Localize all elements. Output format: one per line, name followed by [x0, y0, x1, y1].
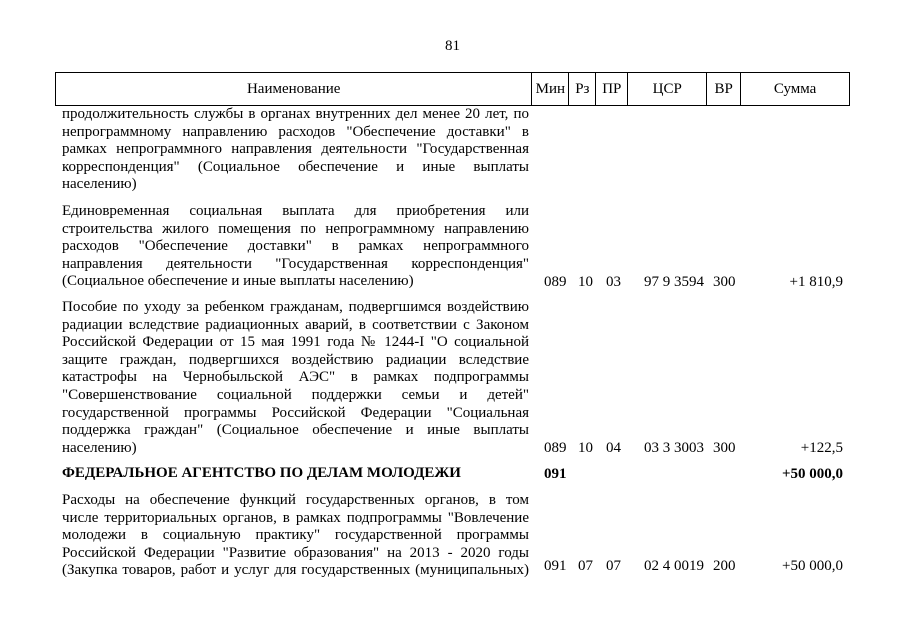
- cell-vr: 300: [713, 274, 736, 290]
- cell-vr: 300: [713, 440, 736, 456]
- header-name: Наименование: [56, 73, 532, 105]
- cell-min: 091: [544, 558, 567, 574]
- row-line: государственной программы Российской Федерации "Социальная: [62, 404, 529, 421]
- cell-vr: 200: [713, 558, 736, 574]
- row-line: (Закупка товаров, работ и услуг для государственных (муниципальных): [62, 562, 529, 579]
- row-line: радиации вследствие радиационных аварий, в соответствии с Законом: [62, 316, 529, 333]
- cell-rz: 07: [578, 558, 593, 574]
- cell-min: 089: [544, 274, 567, 290]
- row-codes: [55, 439, 850, 457]
- row-line: Российской Федерации от 15 мая 1991 года № 1244-I "О социальной: [62, 334, 529, 351]
- row-line: Единовременная социальная выплата для приобретения или: [62, 203, 529, 219]
- row-line: молодежи в социальную практику" государственной программы: [62, 527, 529, 544]
- table-row: [55, 492, 850, 582]
- header-pr: ПР: [596, 73, 628, 105]
- row-line: Расходы на обеспечение функций государственных органов, в том: [62, 492, 529, 508]
- cell-sum: +1 810,9: [789, 274, 843, 290]
- row-line: Пособие по уходу за ребенком гражданам, подвергшимся воздействию: [62, 299, 529, 315]
- row-line: рамках непрограммного направления деятельности "Государственная: [62, 141, 529, 158]
- agency-name: ФЕДЕРАЛЬНОЕ АГЕНТСТВО ПО ДЕЛАМ МОЛОДЕЖИ: [62, 465, 461, 481]
- row-line: "Совершенствование социальной поддержки семьи и детей": [62, 386, 529, 403]
- row-codes: [55, 273, 850, 291]
- row-line: населению): [62, 439, 137, 456]
- header-csr: ЦСР: [628, 73, 707, 105]
- table-header: [55, 72, 850, 106]
- row-line: продолжительность службы в органах внутренних дел менее 20 лет, по: [62, 106, 529, 122]
- cell-csr: 97 9 3594: [644, 274, 704, 290]
- row-name: [62, 106, 529, 194]
- cell-pr: 07: [606, 558, 621, 574]
- row-line: поддержка граждан" (Социальное обеспечение и иные выплаты: [62, 422, 529, 439]
- table-row: [55, 465, 850, 485]
- table-row: [55, 299, 850, 459]
- header-vr: ВР: [707, 73, 741, 105]
- row-line: направления деятельности "Государственная корреспонденция": [62, 255, 529, 272]
- header-sum: Сумма: [741, 73, 850, 105]
- table-row: [55, 203, 850, 293]
- table-row: [55, 106, 850, 196]
- row-line: населению): [62, 176, 137, 193]
- row-name: [62, 299, 529, 457]
- cell-csr: 02 4 0019: [644, 558, 704, 574]
- cell-min: 089: [544, 440, 567, 456]
- cell-pr: 03: [606, 274, 621, 290]
- header-rz: Рз: [569, 73, 596, 105]
- row-line: Российской Федерации "Развитие образования" на 2013 - 2020 годы: [62, 544, 529, 561]
- cell-rz: 10: [578, 274, 593, 290]
- row-line: (Социальное обеспечение и иные выплаты населению): [62, 273, 414, 290]
- cell-sum: +50 000,0: [781, 466, 843, 482]
- cell-min: 091: [544, 466, 567, 482]
- header-min: Мин: [532, 73, 569, 105]
- cell-rz: 10: [578, 440, 593, 456]
- row-line: непрограммному направлению расходов "Обеспечение доставки" в: [62, 123, 529, 140]
- row-line: строительства жилого помещения по непрограммному направлению: [62, 220, 529, 237]
- page-number: 81: [445, 38, 460, 54]
- row-line: защите граждан, подвергшихся воздействию радиации вследствие: [62, 351, 529, 368]
- cell-pr: 04: [606, 440, 621, 456]
- cell-sum: +122,5: [800, 440, 843, 456]
- row-codes: [55, 557, 850, 575]
- row-line: корреспонденция" (Социальное обеспечение и иные выплаты: [62, 158, 529, 175]
- cell-sum: +50 000,0: [782, 558, 843, 574]
- row-line: числе территориальных органов, в рамках подпрограммы "Вовлечение: [62, 509, 529, 526]
- row-line: расходов "Обеспечение доставки" в рамках непрограммного: [62, 238, 529, 255]
- row-codes: [55, 465, 850, 483]
- cell-csr: 03 3 3003: [644, 440, 704, 456]
- row-line: катастрофы на Чернобыльской АЭС" в рамках подпрограммы: [62, 369, 529, 386]
